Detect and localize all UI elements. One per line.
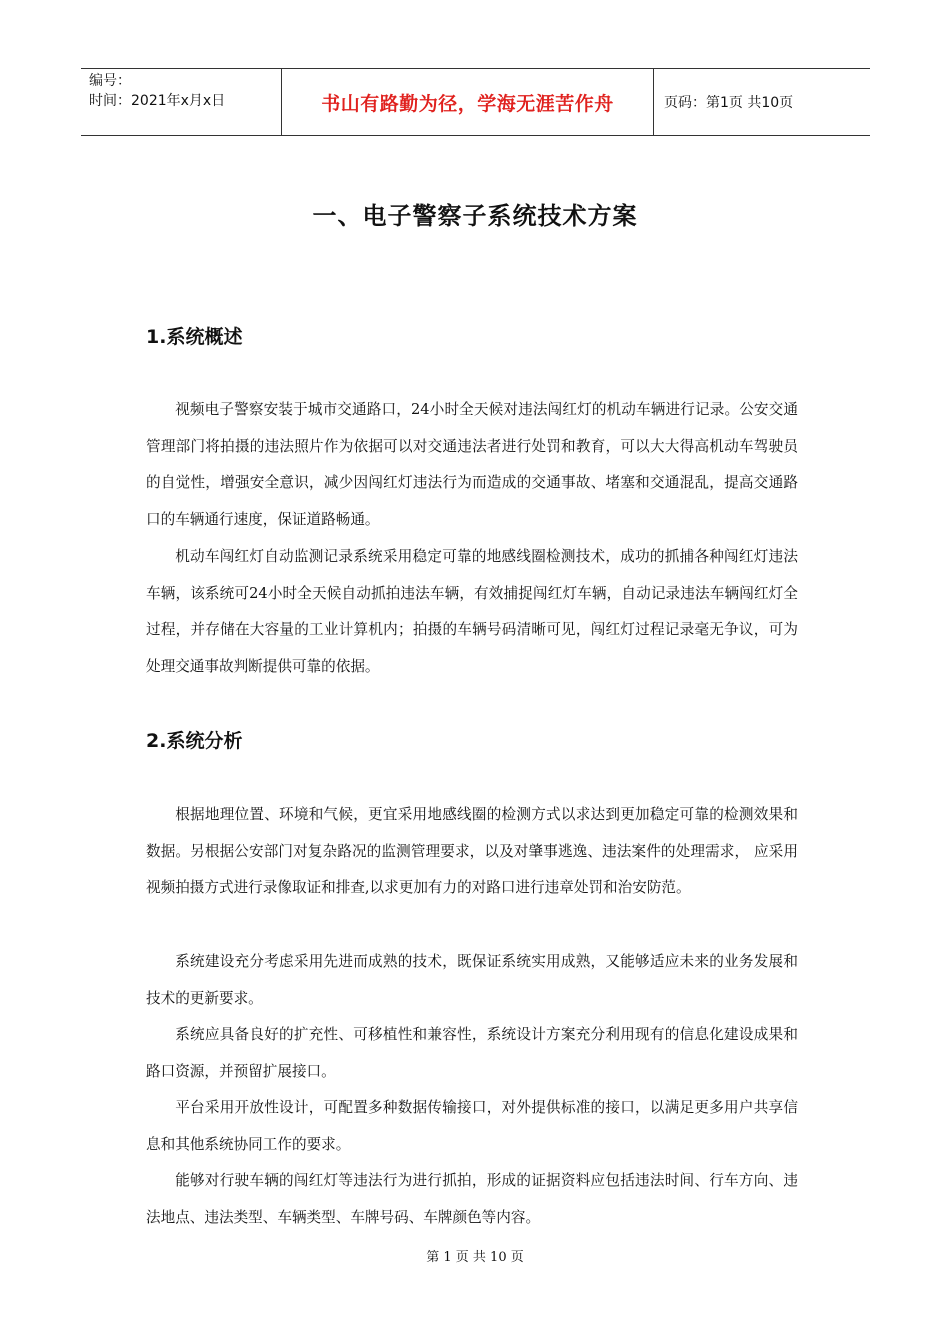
header-page-info: 页码：第1页 共10页 [664,95,794,111]
document-title: 一、电子警察子系统技术方案 [312,202,638,230]
paragraph: 视频电子警察安装于城市交通路口，24小时全天候对违法闯红灯的机动车辆进行记录。公安交通管理部门将拍摄的违法照片作为依据可以对交通违法者进行处罚和教育，可以大大得高机动车驾驶员的自觉性，增强安全意识，减少因闯红灯违法行为而造成的交通事故、堵塞和交通混乱，提高交通路口的车辆通行速度，保证道路畅通。 [146,401,798,528]
section-heading-overview: 1.系统概述 [146,326,243,348]
paragraph: 能够对行驶车辆的闯红灯等违法行为进行抓拍，形成的证据资料应包括违法时间、行车方向、违法地点、违法类型、车辆类型、车牌号码、车牌颜色等内容。 [146,1172,798,1226]
paragraph: 系统建设充分考虑采用先进而成熟的技术，既保证系统实用成熟，又能够适应未来的业务发展和技术的更新要求。 [146,953,798,1007]
paragraph: 平台采用开放性设计，可配置多种数据传输接口，对外提供标准的接口，以满足更多用户共享信息和其他系统协同工作的要求。 [146,1099,798,1153]
header-motto: 书山有路勤为径，学海无涯苦作舟 [282,69,654,135]
document-date-label: 时间：2021年x月x日 [89,93,226,109]
paragraph: 机动车闯红灯自动监测记录系统采用稳定可靠的地感线圈检测技术，成功的抓捕各种闯红灯违法车辆，该系统可24小时全天候自动抓拍违法车辆，有效捕捉闯红灯车辆，自动记录违法车辆闯红灯全过程，并存储在大容量的工业计算机内；拍摄的车辆号码清晰可见，闯红灯过程记录毫无争议，可为处理交通事故判断提供可靠的依据。 [146,548,798,675]
section-heading-analysis: 2.系统分析 [146,730,243,752]
header-meta-cell [81,69,282,135]
page-footer: 第 1 页 共 10 页 [426,1250,524,1265]
paragraph: 根据地理位置、环境和气候，更宜采用地感线圈的检测方式以求达到更加稳定可靠的检测效果和数据。另根据公安部门对复杂路况的监测管理要求，以及对肇事逃逸、违法案件的处理需求， 应采用视频拍摄方式进行录像取证和排查,以求更加有力的对路口进行违章处罚和治安防范。 [146,806,798,896]
paragraph: 系统应具备良好的扩充性、可移植性和兼容性，系统设计方案充分利用现有的信息化建设成果和路口资源，并预留扩展接口。 [146,1026,798,1080]
document-number-label: 编号： [89,73,131,89]
header-table [81,68,870,136]
